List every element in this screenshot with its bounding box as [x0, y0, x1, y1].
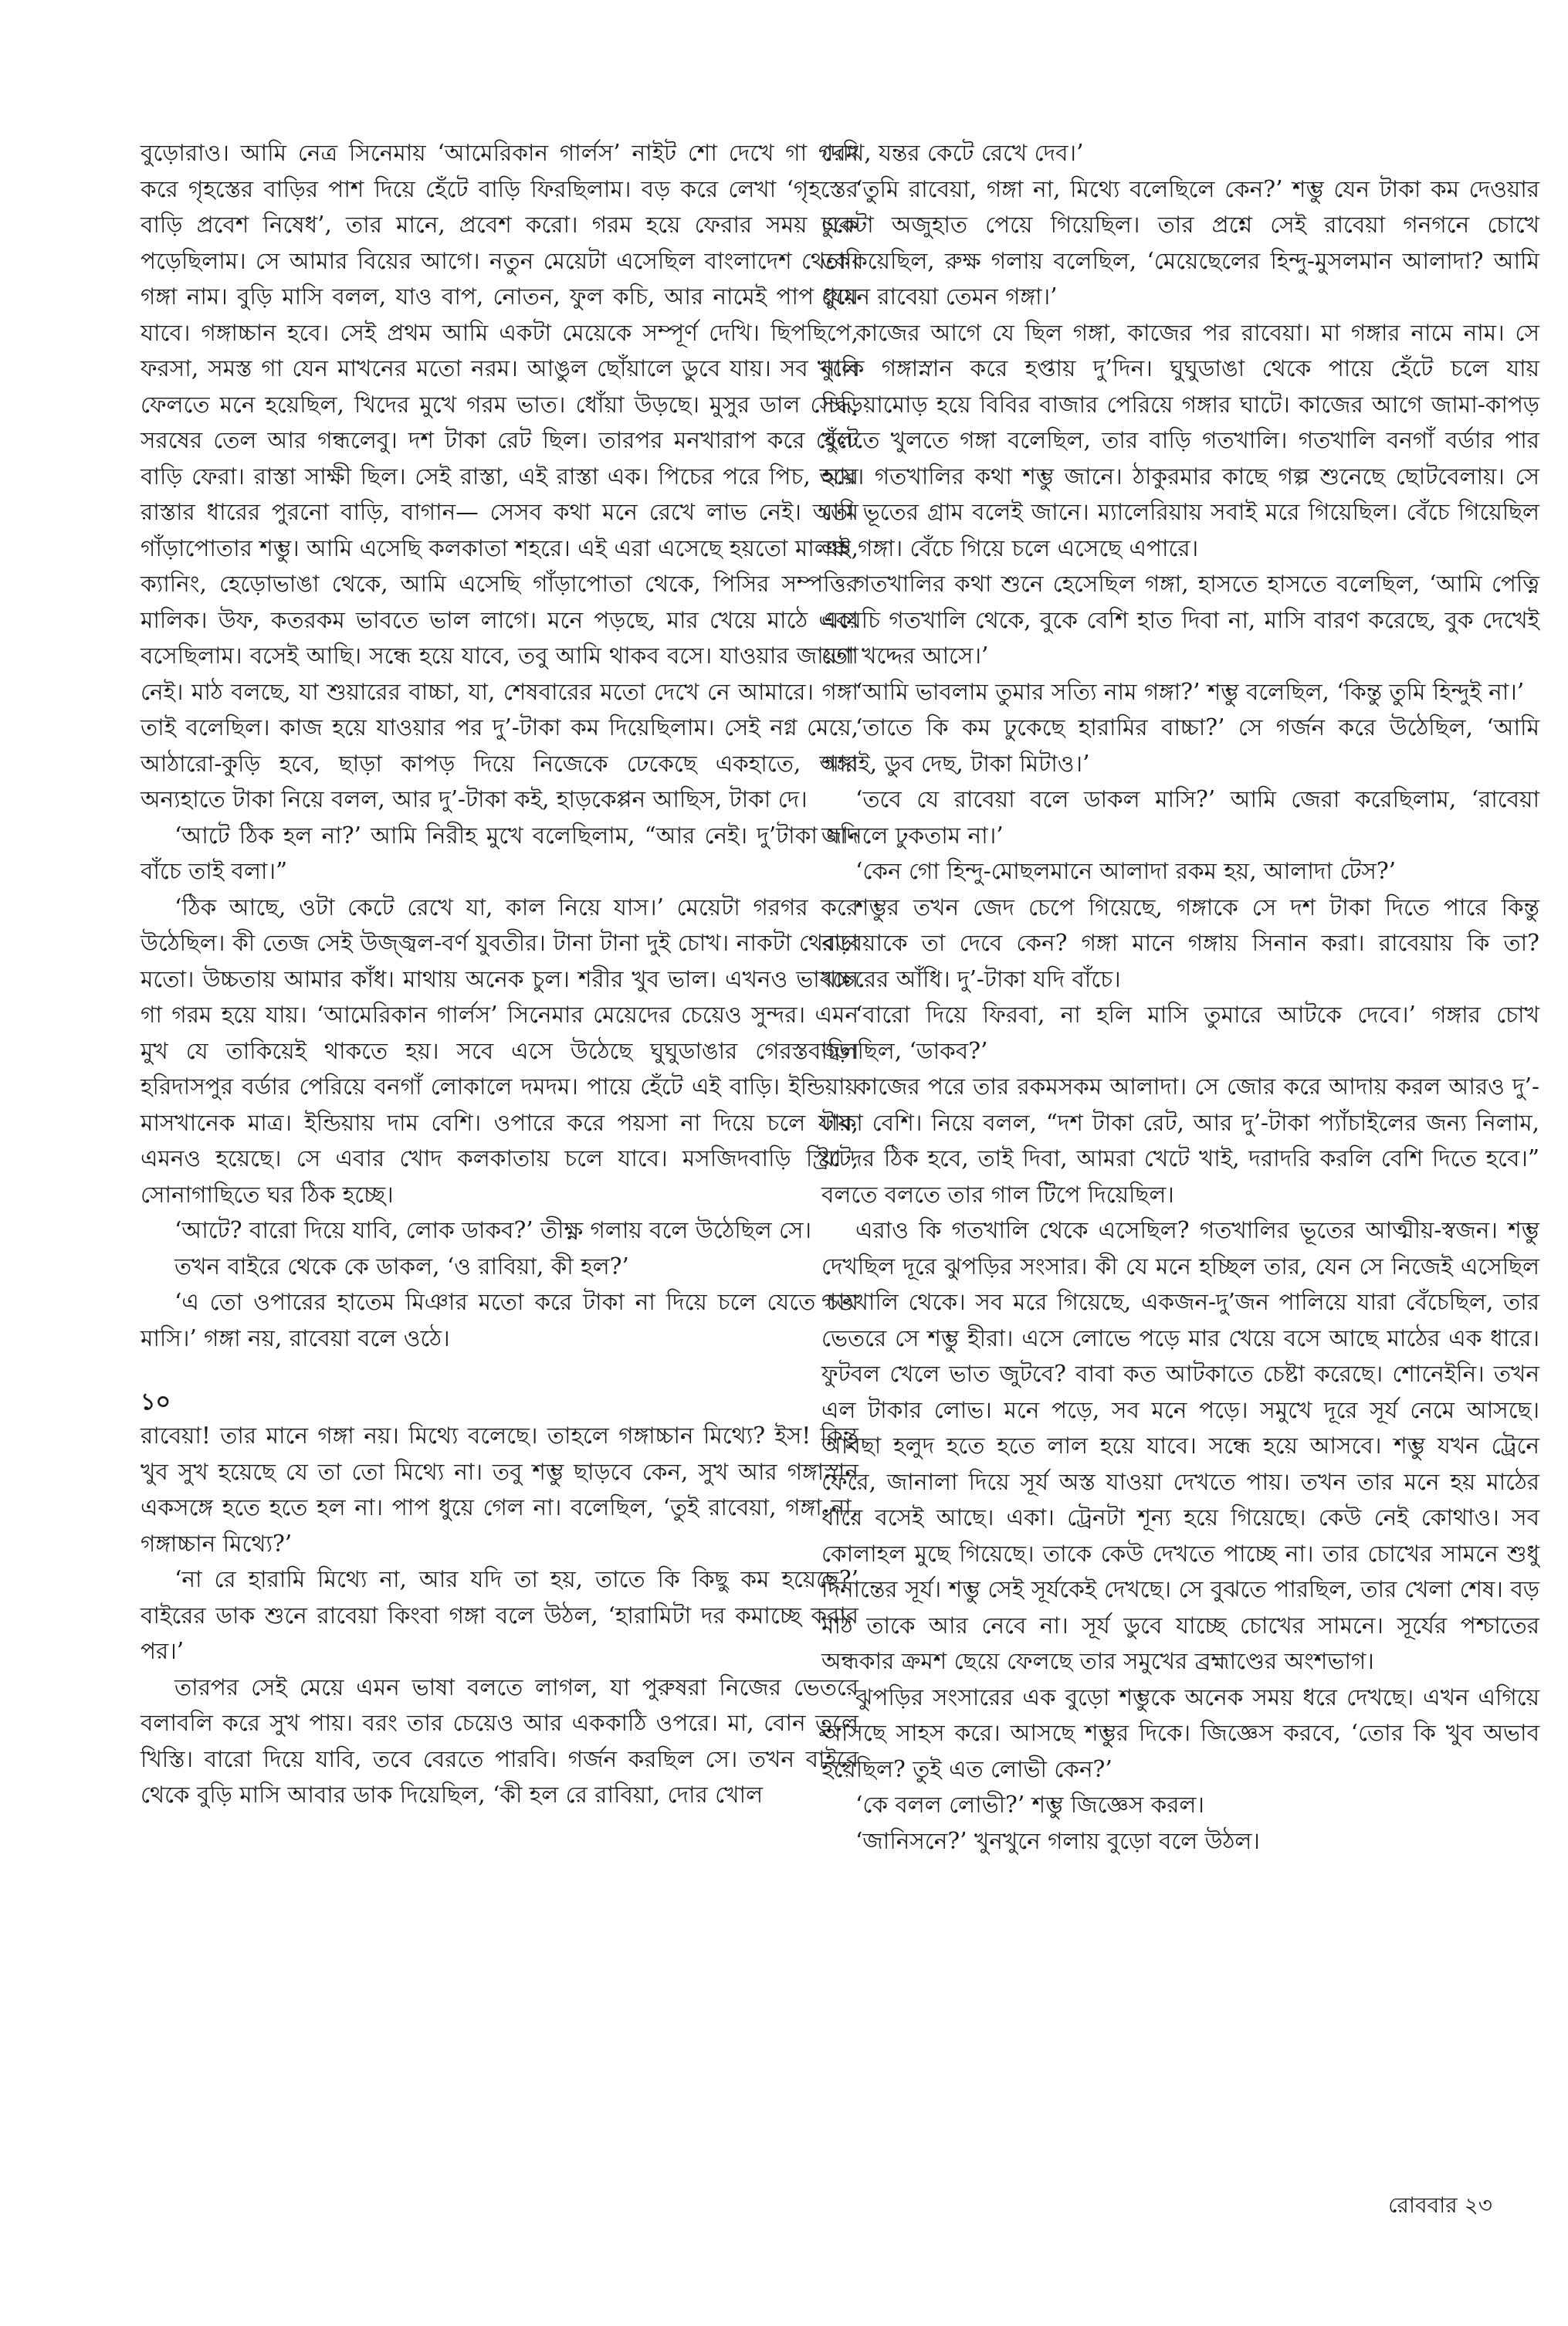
paragraph: ‘আমি ভাবলাম তুমার সত্যি নাম গঙ্গা?’ শম্ভু বলেছিল, ‘কিন্তু তুমি হিন্দুই না।’ — [855, 678, 1525, 705]
paragraph: ‘আটে ঠিক হল না?’ আমি নিরীহ মুখে বলেছিলাম, “আর নেই। দু’টাকা যদি বাঁচে তাই বলা।” — [141, 822, 859, 884]
section-number: ১০ — [141, 1388, 171, 1416]
paragraph: ‘তবে যে রাবেয়া বলে ডাকল মাসি?’ আমি জেরা করেছিলাম, ‘রাবেয়া জানলে ঢুকতাম না।’ — [821, 786, 1539, 849]
paragraph: এরাও কি গতখালি থেকে এসেছিল? গতখালির ভূতের আত্মীয়-স্বজন। শম্ভু দেখছিল দূরে ঝুপড়ির সংসার। কী যে মনে হচ্ছিল তার, যেন সে নিজেই এসেছিল গতখালি থেকে। সব মরে গিয়েছে, একজন-দু’জন পালিয়ে যারা বেঁচেছিল, তার ভেতরে সে শম্ভু হীরা। এসে লোভে পড়ে মার খেয়ে বসে আছে মাঠের এক ধারে। ফুটবল খেলে ভাত জুটবে? বাবা কত আটকাতে চেষ্টা করেছে। শোনেইনি। তখন এল টাকার লোভ। মনে পড়ে, সব মনে পড়ে। সমুখে দূরে সূর্য নেমে আসছে। আবছা হলুদ হতে হতে লাল হয়ে যাবে। সন্ধে হয়ে আসবে। শম্ভু যখন ট্রেনে ফেরে, জানালা দিয়ে সূর্য অস্ত যাওয়া দেখতে পায়। তখন তার মনে হয় মাঠের ধারে বসেই আছে। একা। ট্রেনটা শূন্য হয়ে গিয়েছে। কেউ নেই কোথাও। সব কোলাহল মুছে গিয়েছে। তাকে কেউ দেখতে পাচ্ছে না। তার চোখের সামনে শুধু দিনান্তের সূর্য। শম্ভু সেই সূর্যকেই দেখছে। সে বুঝতে পারছিল, তার খেলা শেষ। বড় মাঠ তাকে আর নেবে না। সূর্য ডুবে যাচ্ছে চোখের সামনে। সূর্যের পশ্চাতের অন্ধকার ক্রমশ ছেয়ে ফেলছে তার সমুখের ব্রহ্মাণ্ডের অংশভাগ। — [821, 1217, 1539, 1674]
page-folio: রোববার ২৩ — [1388, 2192, 1492, 2218]
paragraph: ‘ঠিক আছে, ওটা কেটে রেখে যা, কাল নিয়ে যাস।’ মেয়েটা গরগর করে উঠেছিল। কী তেজ সেই উজ্জ্বল-বর্ণ যুবতীর। টানা টানা দুই চোখ। নাকটা থেবড়া মতো। উচ্চতায় আমার কাঁধ। মাথায় অনেক চুল। শরীর খুব ভাল। এখনও ভাবলে গা গরম হয়ে যায়। ‘আমেরিকান গার্লস’ সিনেমার মেয়েদের চেয়েও সুন্দর। এমন মুখ যে তাকিয়েই থাকতে হয়। সবে এসে উঠেছে ঘুঘুডাঙার গেরস্তবাড়ি। হরিদাসপুর বর্ডার পেরিয়ে বনগাঁ লোকালে দমদম। পায়ে হেঁটে এই বাড়ি। ইন্ডিয়ায় মাসখানেক মাত্র। ইন্ডিয়ায় দাম বেশি। ওপারে করে পয়সা না দিয়ে চলে যায়, এমনও হয়েছে। সে এবার খোদ কলকাতায় চলে যাবে। মসজিদবাড়ি স্ট্রিটে, সোনাগাছিতে ঘর ঠিক হচ্ছে। — [141, 893, 859, 1208]
paragraph: ‘না রে হারামি মিথ্যে না, আর যদি তা হয়, তাতে কি কিছু কম হয়েছে?’ বাইরের ডাক শুনে রাবেয়া কিংবা গঙ্গা বলে উঠল, ‘হারামিটা দর কমাচ্ছে করার পর।’ — [141, 1566, 859, 1664]
paragraph: ‘কেন গো হিন্দু-মোছলমানে আলাদা রকম হয়, আলাদা টেস?’ — [855, 858, 1397, 884]
right-column — [821, 135, 1539, 1859]
paragraph: কাজের আগে যে ছিল গঙ্গা, কাজের পর রাবেয়া। মা গঙ্গার নামে নাম। সে নাকি গঙ্গাস্নান করে হপ্তায় দু’দিন। ঘুঘুডাঙা থেকে পায়ে হেঁটে চলে যায় চিড়িয়ামোড় হয়ে বিবির বাজার পেরিয়ে গঙ্গার ঘাটে। কাজের আগে জামা-কাপড় খুলতে খুলতে গঙ্গা বলেছিল, তার বাড়ি গতখালি। গতখালি বনগাঁ বর্ডার পার হয়ে। গতখালির কথা শম্ভু জানে। ঠাকুরমার কাছে গল্প শুনেছে ছোটবেলায়। সে তো ভূতের গ্রাম বলেই জানে। ম্যালেরিয়ায় সবাই মরে গিয়েছিল। বেঁচে গিয়েছিল এই গঙ্গা। বেঁচে গিয়ে চলে এসেছে এপারে। — [821, 319, 1539, 561]
paragraph: তারপর সেই মেয়ে এমন ভাষা বলতে লাগল, যা পুরুষরা নিজের ভেতরে বলাবলি করে সুখ পায়। বরং তার চেয়েও আর এককাঠি ওপরে। মা, বোন তুলে খিস্তি। বারো দিয়ে যাবি, তবে বেরতে পারবি। গর্জন করছিল সে। তখন বাইরে থেকে বুড়ি মাসি আবার ডাক দিয়েছিল, ‘কী হল রে রাবিয়া, দোর খোল — [141, 1673, 859, 1808]
paragraph: রাবেয়া! তার মানে গঙ্গা নয়। মিথ্যে বলেছে। তাহলে গঙ্গাচ্চান মিথ্যে? ইস! কিন্তু খুব সুখ হয়েছে যে তা তো মিথ্যে না। তবু শম্ভু ছাড়বে কেন, সুখ আর গঙ্গাস্নান একসঙ্গে হতে হতে হল না। পাপ ধুয়ে গেল না। বলেছিল, ‘তুই রাবেয়া, গঙ্গা না, গঙ্গাচ্চান মিথ্যে?’ — [141, 1422, 859, 1557]
paragraph: তখন বাইরে থেকে কে ডাকল, ‘ও রাবিয়া, কী হল?’ — [174, 1253, 629, 1280]
paragraph: ‘তুমি রাবেয়া, গঙ্গা না, মিথ্যে বলেছিলে কেন?’ শম্ভু যেন টাকা কম দেওয়ার একটা অজুহাত পেয়ে গিয়েছিল। তার প্রশ্নে সেই রাবেয়া গনগনে চোখে তাকিয়েছিল, রুক্ষ গলায় বলেছিল, ‘মেয়েছেলের হিন্দু-মুসলমান আলাদা? আমি যেমন রাবেয়া তেমন গঙ্গা।’ — [821, 175, 1539, 310]
paragraph: বুড়োরাও। আমি নেত্র সিনেমায় ‘আমেরিকান গার্লস’ নাইট শো দেখে গা গরম করে গৃহস্তের বাড়ির পাশ দিয়ে হেঁটে বাড়ি ফিরছিলাম। বড় করে লেখা ‘গৃহস্তের বাড়ি প্রবেশ নিষেধ’, তার মানে, প্রবেশ করো। গরম হয়ে ফেরার সময় চুকে পড়েছিলাম। সে আমার বিয়ের আগে। নতুন মেয়েটা এসেছিল বাংলাদেশ থেকে। গঙ্গা নাম। বুড়ি মাসি বলল, যাও বাপ, নোতন, ফুল কচি, আর নামেই পাপ ধুয়ে যাবে। গঙ্গাচ্চান হবে। সেই প্রথম আমি একটা মেয়েকে সম্পূর্ণ দেখি। ছিপছিপে, ফরসা, সমস্ত গা যেন মাখনের মতো নরম। আঙুল ছোঁয়ালে ডুবে যায়। সব খুলে ফেলতে মনে হয়েছিল, খিদের মুখে গরম ভাত। ধোঁয়া উড়ছে। মুসুর ডাল সেদ্ধ, সরষের তেল আর গন্ধলেবু। দশ টাকা রেট ছিল। তারপর মনখারাপ করে হেঁটে বাড়ি ফেরা। রাস্তা সাক্ষী ছিল। সেই রাস্তা, এই রাস্তা এক। পিচের পরে পিচ, আর রাস্তার ধারের পুরনো বাড়ি, বাগান— সেসব কথা মনে রেখে লাভ নেই। আমি গাঁড়াপোতার শম্ভু। আমি এসেছি কলকাতা শহরে। এই এরা এসেছে হয়তো মালঞ্চ, ক্যানিং, হেড়োভাঙা থেকে, আমি এসেছি গাঁড়াপোতা থেকে, পিসির সম্পত্তির মালিক। উফ, কতরকম ভাবতে ভাল লাগে। মনে পড়ছে, মার খেয়ে মাঠে একা বসেছিলাম। বসেই আছি। সন্ধে হয়ে যাবে, তবু আমি থাকব বসে। যাওয়ার জায়গা নেই। মাঠ বলছে, যা শুয়ারের বাচ্চা, যা, শেষবারের মতো দেখে নে আমারে। গঙ্গা তাই বলেছিল। কাজ হয়ে যাওয়ার পর দু’-টাকা কম দিয়েছিলাম। সেই নগ্ন মেয়ে, আঠারো-কুড়ি হবে, ছাড়া কাপড় দিয়ে নিজেকে ঢেকেছে একহাতে, আর অন্যহাতে টাকা নিয়ে বলল, আর দু’-টাকা কই, হাড়কেপ্পন আছিস, টাকা দে। — [141, 140, 859, 812]
paragraph: ঝুপড়ির সংসারের এক বুড়ো শম্ভুকে অনেক সময় ধরে দেখছে। এখন এগিয়ে আসছে সাহস করে। আসছে শম্ভুর দিকে। জিজ্ঞেস করবে, ‘তোর কি খুব অভাব হয়েছিল? তুই এত লোভী কেন?’ — [821, 1683, 1539, 1782]
paragraph: দেখি, যন্তর কেটে রেখে দেব।’ — [821, 140, 1084, 166]
paragraph: গতখালির কথা শুনে হেসেছিল গঙ্গা, হাসতে হাসতে বলেছিল, ‘আমি পেত্নি এয়েচি গতখালি থেকে, বুকে বেশি হাত দিবা না, মাসি বারণ করেছে, বুক দেখেই তো খদ্দের আসে।’ — [821, 571, 1539, 669]
paragraph: ‘এ তো ওপারের হাতেম মিঞার মতো করে টাকা না দিয়ে চলে যেতে চায় মাসি।’ গঙ্গা নয়, রাবেয়া বলে ওঠে। — [141, 1289, 859, 1351]
paragraph: ‘তাতে কি কম ঢুকেছে হারামির বাচ্চা?’ সে গর্জন করে উঠেছিল, ‘আমি গঙ্গাই, ডুব দেছ, টাকা মিটাও।’ — [821, 714, 1539, 777]
paragraph: ‘বারো দিয়ে ফিরবা, না হলি মাসি তুমারে আটকে দেবে।’ গঙ্গার চোখ জ্বলছিল, ‘ডাকব?’ — [821, 1002, 1539, 1064]
paragraph: ‘আটে? বারো দিয়ে যাবি, লোক ডাকব?’ তীক্ষ্ণ গলায় বলে উঠেছিল সে। — [174, 1217, 812, 1243]
paragraph: ‘জানিসনে?’ খুনখুনে গলায় বুড়ো বলে উঠল। — [855, 1827, 1260, 1854]
left-column — [141, 135, 859, 1813]
paragraph: কাজের পরে তার রকমসকম আলাদা। সে জোর করে আদায় করল আরও দু’-টাকা বেশি। নিয়ে বলল, “দশ টাকা রেট, আর দু’-টাকা প্যাঁচাইলের জন্য নিলাম, যা দর ঠিক হবে, তাই দিবা, আমরা খেটে খাই, দরাদরি করলি বেশি দিতে হবে।” বলতে বলতে তার গাল টিপে দিয়েছিল। — [821, 1073, 1539, 1208]
paragraph: শম্ভুর তখন জেদ চেপে গিয়েছে, গঙ্গাকে সে দশ টাকা দিতে পারে কিন্তু রাবেয়াকে তা দেবে কেন? গঙ্গা মানে গঙ্গায় সিনান করা। রাবেয়ায় কি তা? খচ্চরের আঁধি। দু’-টাকা যদি বাঁচে। — [821, 893, 1539, 992]
paragraph: ‘কে বলল লোভী?’ শম্ভু জিজ্ঞেস করল। — [855, 1792, 1204, 1818]
